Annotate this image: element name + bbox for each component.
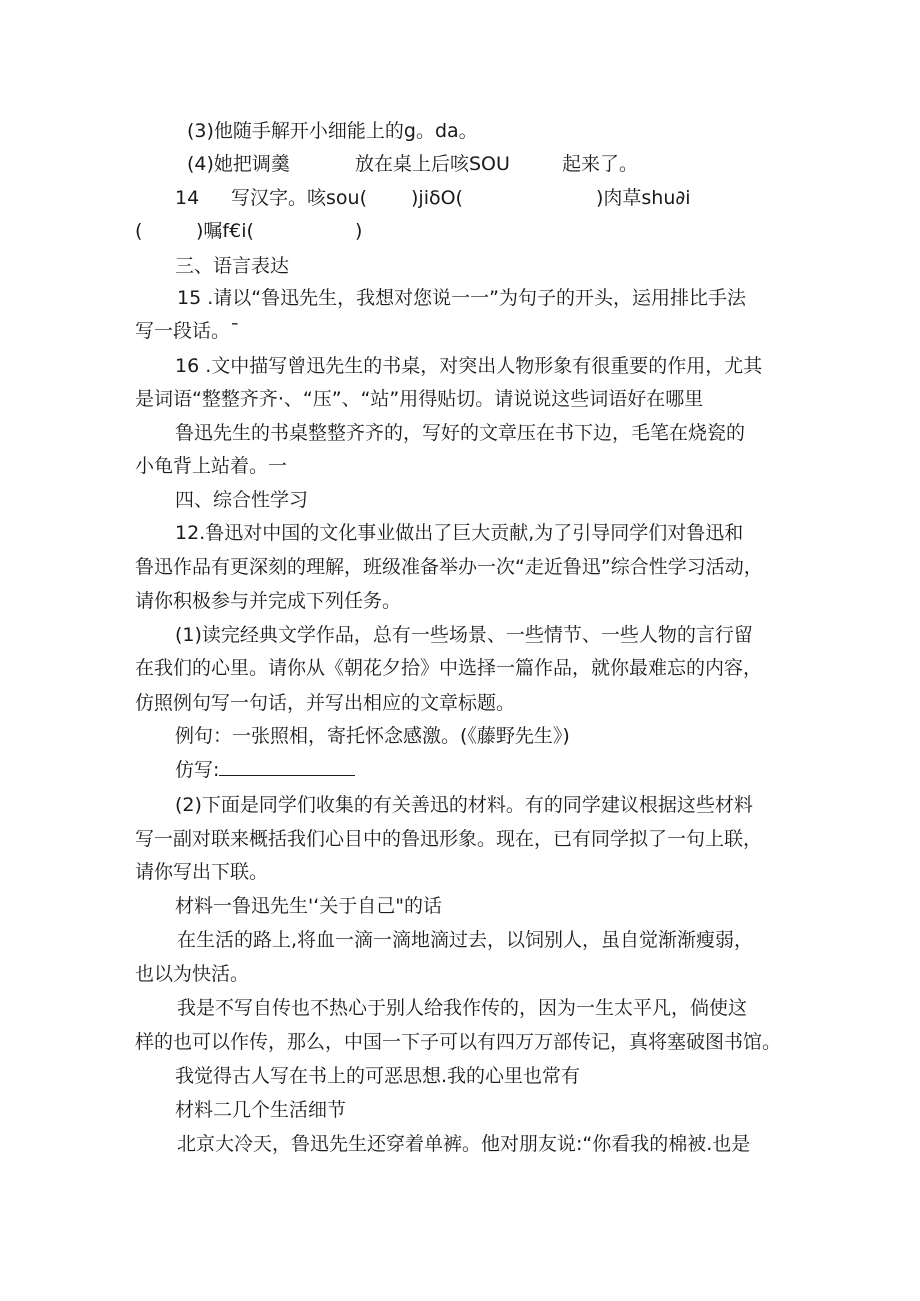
text-line: 放在桌上后咳SOU <box>355 153 510 175</box>
text-line: 鲁迅先生的书桌整整齐齐的，写好的文章压在书下边，毛笔在烧瓷的 <box>175 422 746 444</box>
text-line: (4)她把调羹 <box>187 153 290 175</box>
text-line: 鲁迅作品有更深刻的理解，班级准备举办一次“走近鲁迅”综合性学习活动， <box>135 556 763 578</box>
text-line: 在我们的心里。请你从《朝花夕拾》中选择一篇作品，就你最难忘的内容， <box>135 657 763 679</box>
question-number: 14 <box>175 187 200 209</box>
example-sentence: 例句：一张照相，寄托怀念感激。(《藤野先生》) <box>175 725 570 747</box>
text-line: 仿照例句写一句话，并写出相应的文章标题。 <box>135 692 516 714</box>
answer-line <box>175 757 355 783</box>
text-line: )肉草shu∂i <box>596 187 691 209</box>
text-line: 写一段话。¯ <box>135 320 240 342</box>
text-line: ) <box>355 220 363 242</box>
text-line: 请你写出下联。 <box>135 861 269 883</box>
text-line: 写一副对联来概括我们心目中的鲁迅形象。现在，已有同学拟了一句上联， <box>135 828 763 850</box>
text-line: 起来了。 <box>562 153 639 175</box>
text-line: 样的也可以作传，那么，中国一下子可以有四万万部传记，真将塞破图书馆。 <box>135 1031 782 1053</box>
text-line: 写汉字。咳sou( <box>231 187 367 209</box>
answer-label: 仿写: <box>175 759 220 781</box>
text-line: )jiδO( <box>411 187 463 209</box>
text-line: 也以为快活。 <box>135 963 250 985</box>
text-line: 我觉得古人写在书上的可恶思想.我的心里也常有 <box>175 1065 581 1087</box>
text-line: 北京大冷天，鲁迅先生还穿着单裤。他对朋友说:“你看我的棉被.也是 <box>177 1133 751 1155</box>
section-heading: 四、综合性学习 <box>175 489 309 511</box>
text-line: (2)下面是同学们收集的有关善迅的材料。有的同学建议根据这些材料 <box>175 794 753 816</box>
text-line: (1)读完经典文学作品，总有一些场景、一些情节、一些人物的言行留 <box>175 624 753 646</box>
material-heading: 材料二几个生活细节 <box>175 1099 347 1121</box>
text-line: 小龟背上站着。一 <box>135 455 288 477</box>
text-line: 我是不写自传也不热心于别人给我作传的，因为一生太平凡，倘使这 <box>177 997 748 1019</box>
text-line: 16 .文中描写曾迅先生的书桌，对突出人物形象有很重要的作用，尤其 <box>175 355 763 377</box>
text-line: 请你积极参与并完成下列任务。 <box>135 590 402 612</box>
text-line: )嘱f€i( <box>196 220 254 242</box>
material-heading: 材料一鲁迅先生'‘关于自己"的话 <box>175 895 443 917</box>
text-line: 是词语“整整齐齐·、“压”、“站”用得贴切。请说说这些词语好在哪里 <box>135 388 704 410</box>
section-heading: 三、语言表达 <box>175 255 290 277</box>
text-line: (3)他随手解开小细能上的g。da。 <box>187 120 478 142</box>
text-line: ( <box>135 220 143 242</box>
text-line: 在生活的路上,将血一滴一滴地滴过去，以饲别人，虽自觉渐渐瘦弱， <box>177 929 754 951</box>
answer-blank[interactable] <box>219 757 355 776</box>
text-line: 12.鲁迅对中国的文化事业做出了巨大贡献,为了引导同学们对鲁迅和 <box>175 522 744 544</box>
text-line: 15 .请以“鲁迅先生，我想对您说一一”为句子的开头，运用排比手法 <box>177 287 746 309</box>
